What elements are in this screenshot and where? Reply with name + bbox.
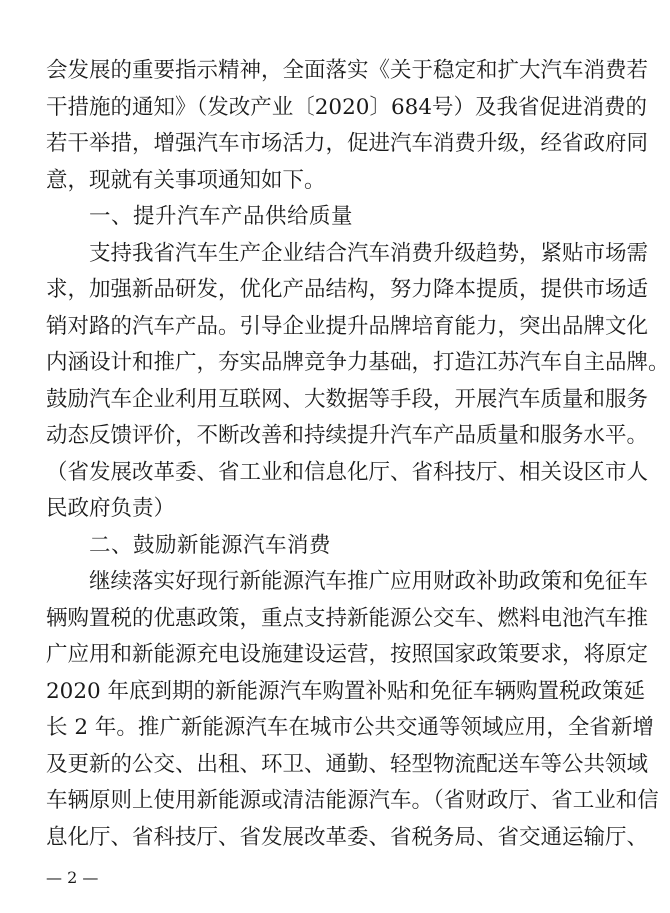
section-heading: 一、提升汽车产品供给质量 bbox=[89, 204, 354, 229]
text-line: 会发展的重要指示精神，全面落实《关于稳定和扩大汽车消费若 bbox=[46, 58, 649, 83]
text-line: 继续落实好现行新能源汽车推广应用财政补助政策和免征车 bbox=[89, 569, 649, 594]
text-line: 鼓励汽车企业利用互联网、大数据等手段，开展汽车质量和服务 bbox=[46, 387, 649, 412]
text-line: 及更新的公交、出租、环卫、通勤、轻型物流配送车等公共领域 bbox=[46, 752, 649, 777]
text-line: 辆购置税的优惠政策，重点支持新能源公交车、燃料电池汽车推 bbox=[46, 606, 649, 631]
text-line: 2020 年底到期的新能源汽车购置补贴和免征车辆购置税政策延 bbox=[46, 679, 646, 704]
text-line: 内涵设计和推广，夯实品牌竞争力基础，打造江苏汽车自主品牌。 bbox=[46, 350, 670, 375]
text-line: 民政府负责） bbox=[46, 496, 176, 521]
text-line: 广应用和新能源充电设施建设运营，按照国家政策要求，将原定 bbox=[46, 642, 649, 667]
text-line: 求，加强新品研发，优化产品结构，努力降本提质，提供市场适 bbox=[46, 277, 649, 302]
text-line: 干措施的通知》（发改产业〔2020〕684号）及我省促进消费的 bbox=[46, 95, 648, 120]
text-line: 意，现就有关事项通知如下。 bbox=[46, 168, 326, 193]
text-line: 车辆原则上使用新能源或清洁能源汽车。（省财政厅、省工业和信 bbox=[46, 788, 659, 813]
text-line: （省发展改革委、省工业和信息化厅、省科技厅、相关设区市人 bbox=[46, 460, 649, 485]
text-line: 若干举措，增强汽车市场活力，促进汽车消费升级，经省政府同 bbox=[46, 131, 649, 156]
text-line: 长 2 年。推广新能源汽车在城市公共交通等领域应用，全省新增 bbox=[46, 715, 654, 740]
text-line: 息化厅、省科技厅、省发展改革委、省税务局、省交通运输厅、 bbox=[46, 825, 649, 850]
page-number: — 2 — bbox=[46, 868, 99, 887]
text-line: 动态反馈评价，不断改善和持续提升汽车产品质量和服务水平。 bbox=[46, 423, 649, 448]
text-line: 支持我省汽车生产企业结合汽车消费升级趋势，紧贴市场需 bbox=[89, 241, 649, 266]
text-line: 销对路的汽车产品。引导企业提升品牌培育能力，突出品牌文化 bbox=[46, 314, 649, 339]
section-heading: 二、鼓励新能源汽车消费 bbox=[89, 533, 332, 558]
